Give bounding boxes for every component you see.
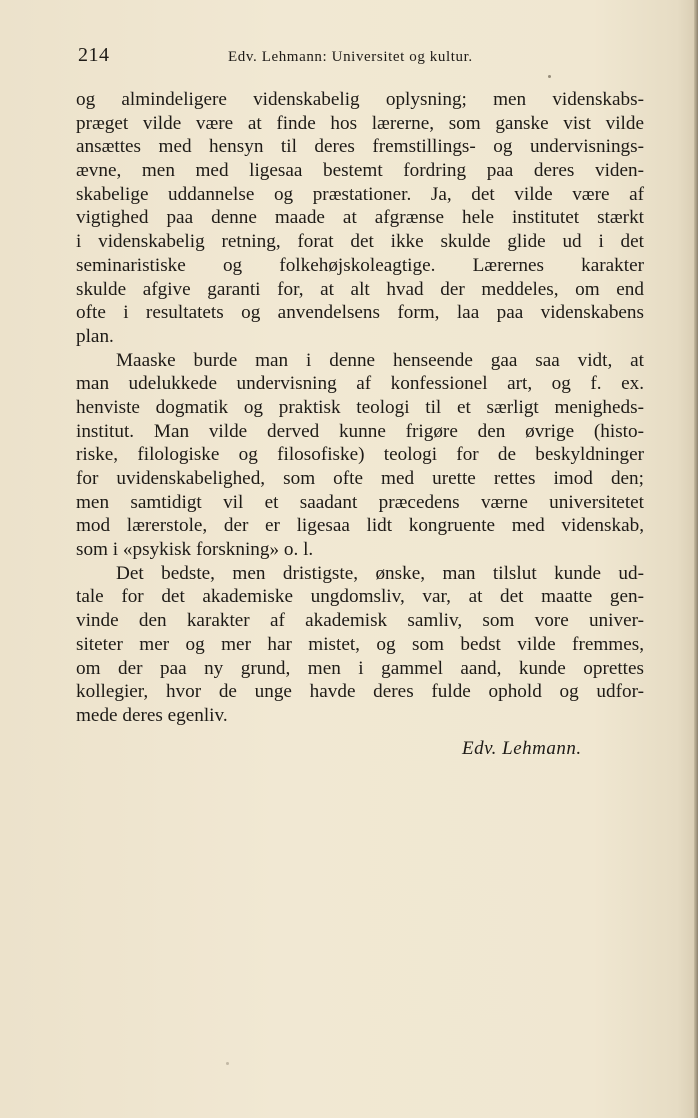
ink-speck xyxy=(226,1062,229,1065)
text-line: for uvidenskabelighed, som ofte med urette rettes imod den; xyxy=(76,468,644,489)
author-signature: Edv. Lehmann. xyxy=(462,738,582,759)
text-line: skulde afgive garanti for, at alt hvad der meddeles, om end xyxy=(76,278,644,300)
text-line: mod lærerstole, der er ligesaa lidt kongruente med videnskab, xyxy=(76,515,644,537)
text-line: Maaske burde man i denne henseende gaa saa vidt, at xyxy=(116,349,644,371)
text-line: tale for det akademiske ungdomsliv, var, at det maatte gen- xyxy=(76,586,644,608)
text-line: ævne, men med ligesaa bestemt fordring paa deres viden- xyxy=(76,160,644,182)
text-line: riske, filologiske og filosofiske) teologi for de beskyldninger xyxy=(76,444,644,466)
ink-speck xyxy=(548,75,551,78)
page-edge xyxy=(694,0,698,1118)
text-line: men samtidigt vil et saadant præcedens værne universitetet xyxy=(76,491,644,513)
text-line: som i «psykisk forskning» o. l. xyxy=(76,539,314,561)
body-text xyxy=(76,88,644,728)
page-number: 214 xyxy=(78,44,110,66)
running-head: Edv. Lehmann: Universitet og kultur. xyxy=(228,49,473,65)
text-line: i videnskabelig retning, forat det ikke skulde glide ud i det xyxy=(76,231,644,253)
text-line: skabelige uddannelse og præstationer. Ja, det vilde være af xyxy=(76,183,644,205)
text-line: Det bedste, men dristigste, ønske, man tilslut kunde ud- xyxy=(116,562,644,584)
text-line: kollegier, hvor de unge havde deres fulde ophold og udfor- xyxy=(76,681,644,703)
text-line: henviste dogmatik og praktisk teologi til et særligt menigheds- xyxy=(76,396,644,418)
text-line: om der paa ny grund, men i gammel aand, kunde oprettes xyxy=(76,657,644,679)
text-line: man udelukkede undervisning af konfessionel art, og f. ex. xyxy=(76,373,644,395)
text-line: mede deres egenliv. xyxy=(76,704,228,726)
text-line: siteter mer og mer har mistet, og som bedst vilde fremmes, xyxy=(76,633,644,655)
text-line: institut. Man vilde derved kunne frigøre den øvrige (histo- xyxy=(76,420,644,442)
text-line: præget vilde være at finde hos lærerne, som ganske vist vilde xyxy=(76,112,644,134)
text-line: vigtighed paa denne maade at afgrænse hele institutet stærkt xyxy=(76,207,644,229)
page-header xyxy=(78,44,643,74)
text-line: plan. xyxy=(76,325,114,347)
text-line: vinde den karakter af akademisk samliv, som vore univer- xyxy=(76,610,644,632)
text-line: seminaristiske og folkehøjskoleagtige. Lærernes karakter xyxy=(76,254,644,276)
text-line: ofte i resultatets og anvendelsens form, laa paa videnskabens xyxy=(76,302,644,324)
text-line: og almindeligere videnskabelig oplysning; men videnskabs- xyxy=(76,89,644,110)
text-line: ansættes med hensyn til deres fremstillings- og undervisnings- xyxy=(76,136,644,158)
